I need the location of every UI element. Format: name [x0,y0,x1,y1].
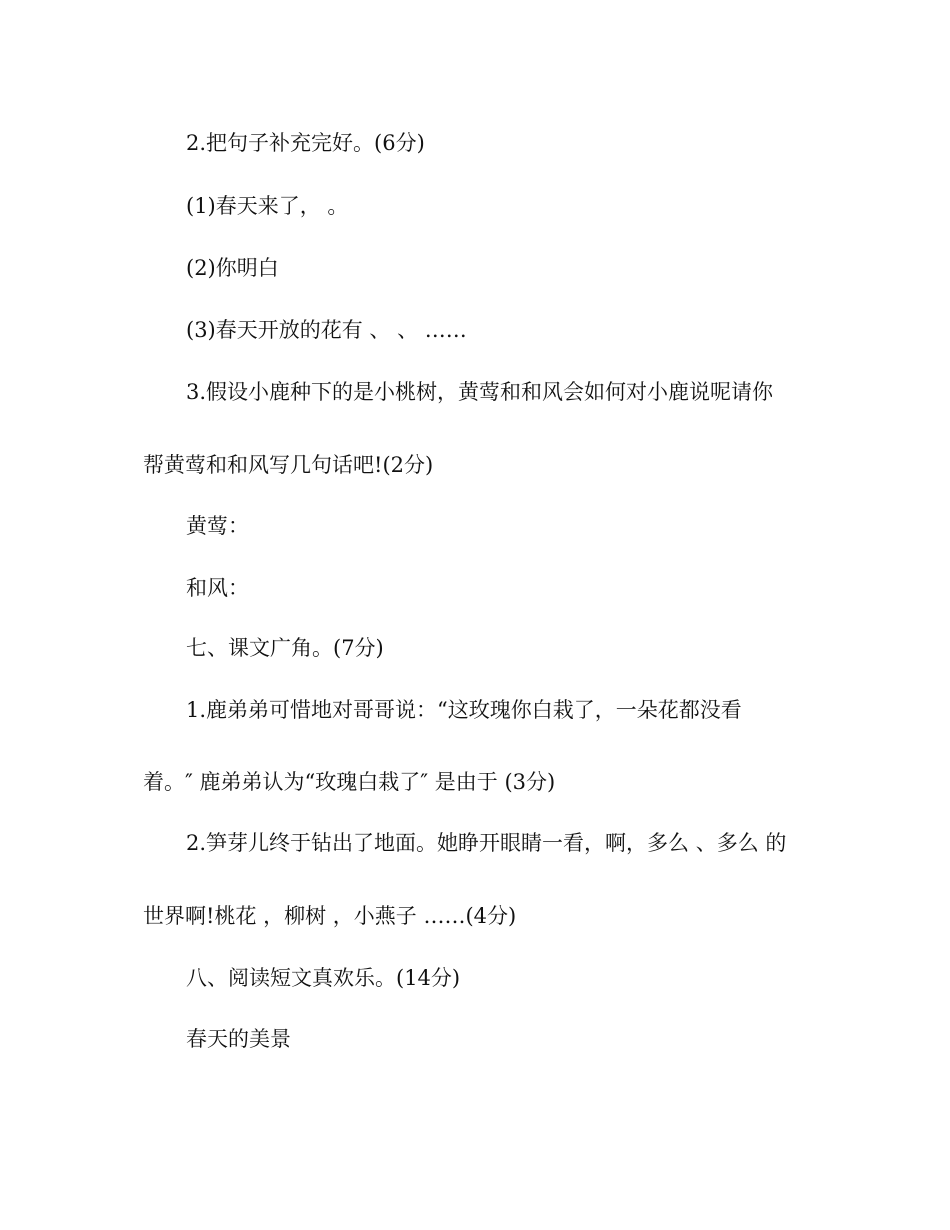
question-2-item-2: (2)你明白 [186,256,279,280]
section-7-question-1-line-2: 着。″ 鹿弟弟认为“玫瑰白栽了″ 是由于 (3分) [143,770,556,794]
answer-label-breeze: 和风： [186,576,249,600]
question-2-heading: 2.把句子补充完好。(6分) [186,131,425,155]
section-7-question-1-line-1: 1.鹿弟弟可惜地对哥哥说：“这玫瑰你白栽了，一朵花都没看 [186,698,742,722]
question-3-line-1: 3.假设小鹿种下的是小桃树，黄莺和和风会如何对小鹿说呢请你 [186,380,774,404]
section-7-heading: 七、课文广角。(7分) [186,636,384,660]
question-3-line-2: 帮黄莺和和风写几句话吧!(2分) [143,453,434,477]
section-7-question-2-line-2: 世界啊!桃花 ，柳树 ，小燕子 ……(4分) [143,904,517,928]
reading-passage-title: 春天的美景 [186,1027,291,1051]
question-2-item-3: (3)春天开放的花有 、 、 …… [186,318,467,342]
section-8-heading: 八、阅读短文真欢乐。(14分) [186,966,461,990]
question-2-item-1: (1)春天来了， 。 [186,194,349,218]
section-7-question-2-line-1: 2.笋芽儿终于钻出了地面。她睁开眼睛一看，啊，多么 、多么 的 [186,831,787,855]
answer-label-oriole: 黄莺： [186,514,249,538]
